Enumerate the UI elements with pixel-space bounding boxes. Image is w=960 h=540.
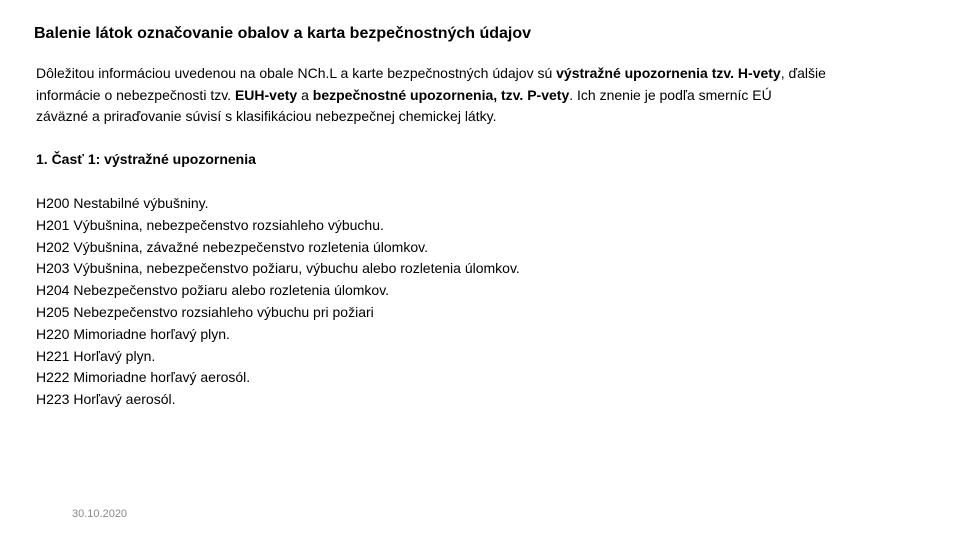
intro-paragraph <box>36 63 826 128</box>
list-item: H205 Nebezpečenstvo rozsiahleho výbuchu pri požiari <box>36 303 374 320</box>
intro-bold-h-vety: výstražné upozornenia tzv. H-vety <box>556 65 781 81</box>
intro-text-2: , ďalšie informácie o nebezpečnosti tzv. <box>36 65 826 103</box>
section-heading: 1. Časť 1: výstražné upozornenia <box>36 151 256 167</box>
h-statement-list <box>36 193 520 411</box>
intro-bold-euh-vety: EUH-vety <box>234 86 298 103</box>
intro-text-3: a <box>297 86 313 103</box>
slide-title: Balenie látok označovanie obalov a karta bezpečnostných údajov <box>34 25 532 42</box>
list-item: H222 Mimoriadne horľavý aerosól. <box>36 369 251 386</box>
intro-text-1: Dôležitou informáciou uvedenou na obale NCh.L a karte bezpečnostných údajov sú <box>36 65 557 81</box>
intro-bold-p-vety: bezpečnostné upozornenia, tzv. P-vety <box>312 86 570 103</box>
list-item: H201 Výbušnina, nebezpečenstvo rozsiahleho výbuchu. <box>36 216 384 233</box>
list-item: H202 Výbušnina, závažné nebezpečenstvo rozletenia úlomkov. <box>36 238 428 255</box>
list-item: H220 Mimoriadne horľavý plyn. <box>36 325 230 342</box>
list-item: H204 Nebezpečenstvo požiaru alebo rozletenia úlomkov. <box>36 282 390 299</box>
list-item: H203 Výbušnina, nebezpečenstvo požiaru, výbuchu alebo rozletenia úlomkov. <box>36 260 520 277</box>
list-item: H223 Horľavý aerosól. <box>36 391 176 408</box>
list-item: H221 Horľavý plyn. <box>36 347 156 364</box>
list-item: H200 Nestabilné výbušniny. <box>36 195 209 211</box>
footer-date: 30.10.2020 <box>72 508 128 520</box>
intro-text-4: . Ich znenie je podľa smerníc EÚ záväzné a priraďovanie súvisí s klasifikáciou nebezpečnej chemickej látky. <box>36 86 772 124</box>
